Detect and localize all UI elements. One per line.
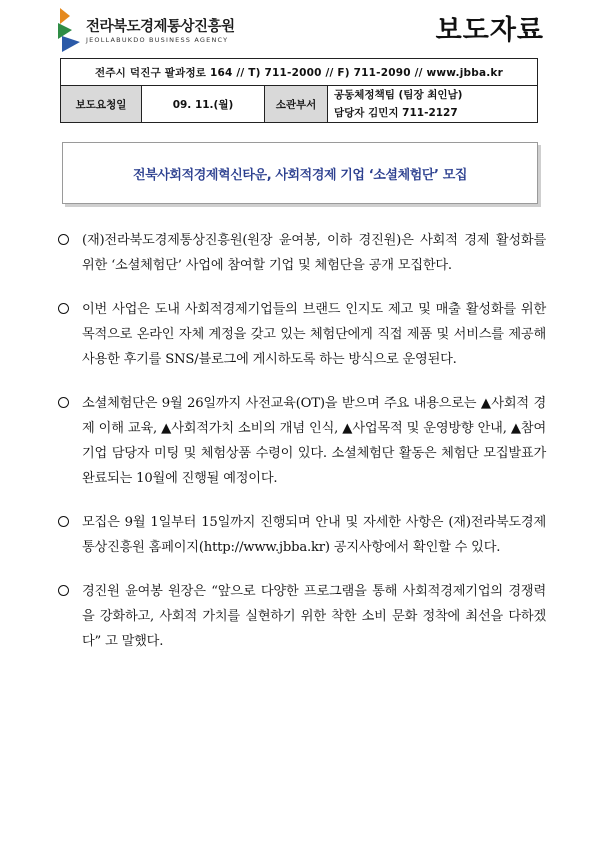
paragraph-5	[58, 579, 546, 654]
circle-bullet-icon	[58, 516, 69, 527]
paragraph-text: 모집은 9월 1일부터 15일까지 진행되며 안내 및 자세한 사항은 (재)전라북도경제통상진흥원 홈페이지(http://www.jbba.kr) 공지사항에서 확인할 수 있다.	[82, 515, 546, 555]
org-name-korean: 전라북도경제통상진흥원	[86, 19, 235, 35]
paragraph-text: (재)전라북도경제통상진흥원(원장 윤여봉, 이하 경진원)은 사회적 경제 활성화를 위한 ‘소셜체험단’ 사업에 참여할 기업 및 체험단을 공개 모집한다.	[82, 233, 546, 273]
department-info	[328, 86, 538, 123]
request-date-label: 보도요청일	[61, 86, 142, 123]
press-info-table	[60, 58, 538, 123]
org-name-english: JEOLLABUKDO BUSINESS AGENCY	[86, 36, 229, 44]
document-title: 보도자료	[435, 15, 544, 46]
department-team: 공동체정책팀 (팀장 최인남)	[334, 89, 463, 101]
paragraph-1	[58, 228, 546, 278]
paragraph-2	[58, 297, 546, 372]
circle-bullet-icon	[58, 397, 69, 408]
paragraph-4	[58, 510, 546, 560]
paragraph-text: 소셜체험단은 9월 26일까지 사전교육(OT)을 받으며 주요 내용으로는 ▲사회적 경제 이해 교육, ▲사회적가치 소비의 개념 인식, ▲사업목적 및 운영방향 안내, ▲참여기업 담당자 미팅 및 체험상품 수령이 있다. 소셜체험단 활동은 체험단 모집발표가 완료되는 10월에 진행될 예정이다.	[82, 396, 546, 486]
paragraph-text: 경진원 윤여봉 원장은 “앞으로 다양한 프로그램을 통해 사회적경제기업의 경쟁력을 강화하고, 사회적 가치를 실현하기 위한 착한 소비 문화 정착에 최선을 다하겠다” 고 말했다.	[82, 584, 546, 649]
paragraph-text: 이번 사업은 도내 사회적경제기업들의 브랜드 인지도 제고 및 매출 활성화를 위한 목적으로 온라인 자체 계정을 갖고 있는 체험단에게 직접 제품 및 서비스를 제공해 사용한 후기를 SNS/블로그에 게시하도록 하는 방식으로 운영된다.	[82, 302, 546, 367]
circle-bullet-icon	[58, 303, 69, 314]
contact-address: 전주시 덕진구 팔과정로 164 // T) 711-2000 // F) 711-2090 // www.jbba.kr	[61, 59, 538, 86]
request-date-value: 09. 11.(월)	[142, 86, 265, 123]
department-label: 소관부서	[265, 86, 328, 123]
organization-logo	[56, 6, 256, 54]
department-contact: 담당자 김민지 711-2127	[334, 107, 458, 119]
circle-bullet-icon	[58, 585, 69, 596]
headline-box	[62, 142, 538, 204]
circle-bullet-icon	[58, 234, 69, 245]
logo-mark-icon	[56, 6, 82, 54]
headline-text: 전북사회적경제혁신타운, 사회적경제 기업 ‘소셜체험단’ 모집	[132, 167, 468, 183]
article-body	[58, 228, 546, 673]
paragraph-3	[58, 391, 546, 491]
